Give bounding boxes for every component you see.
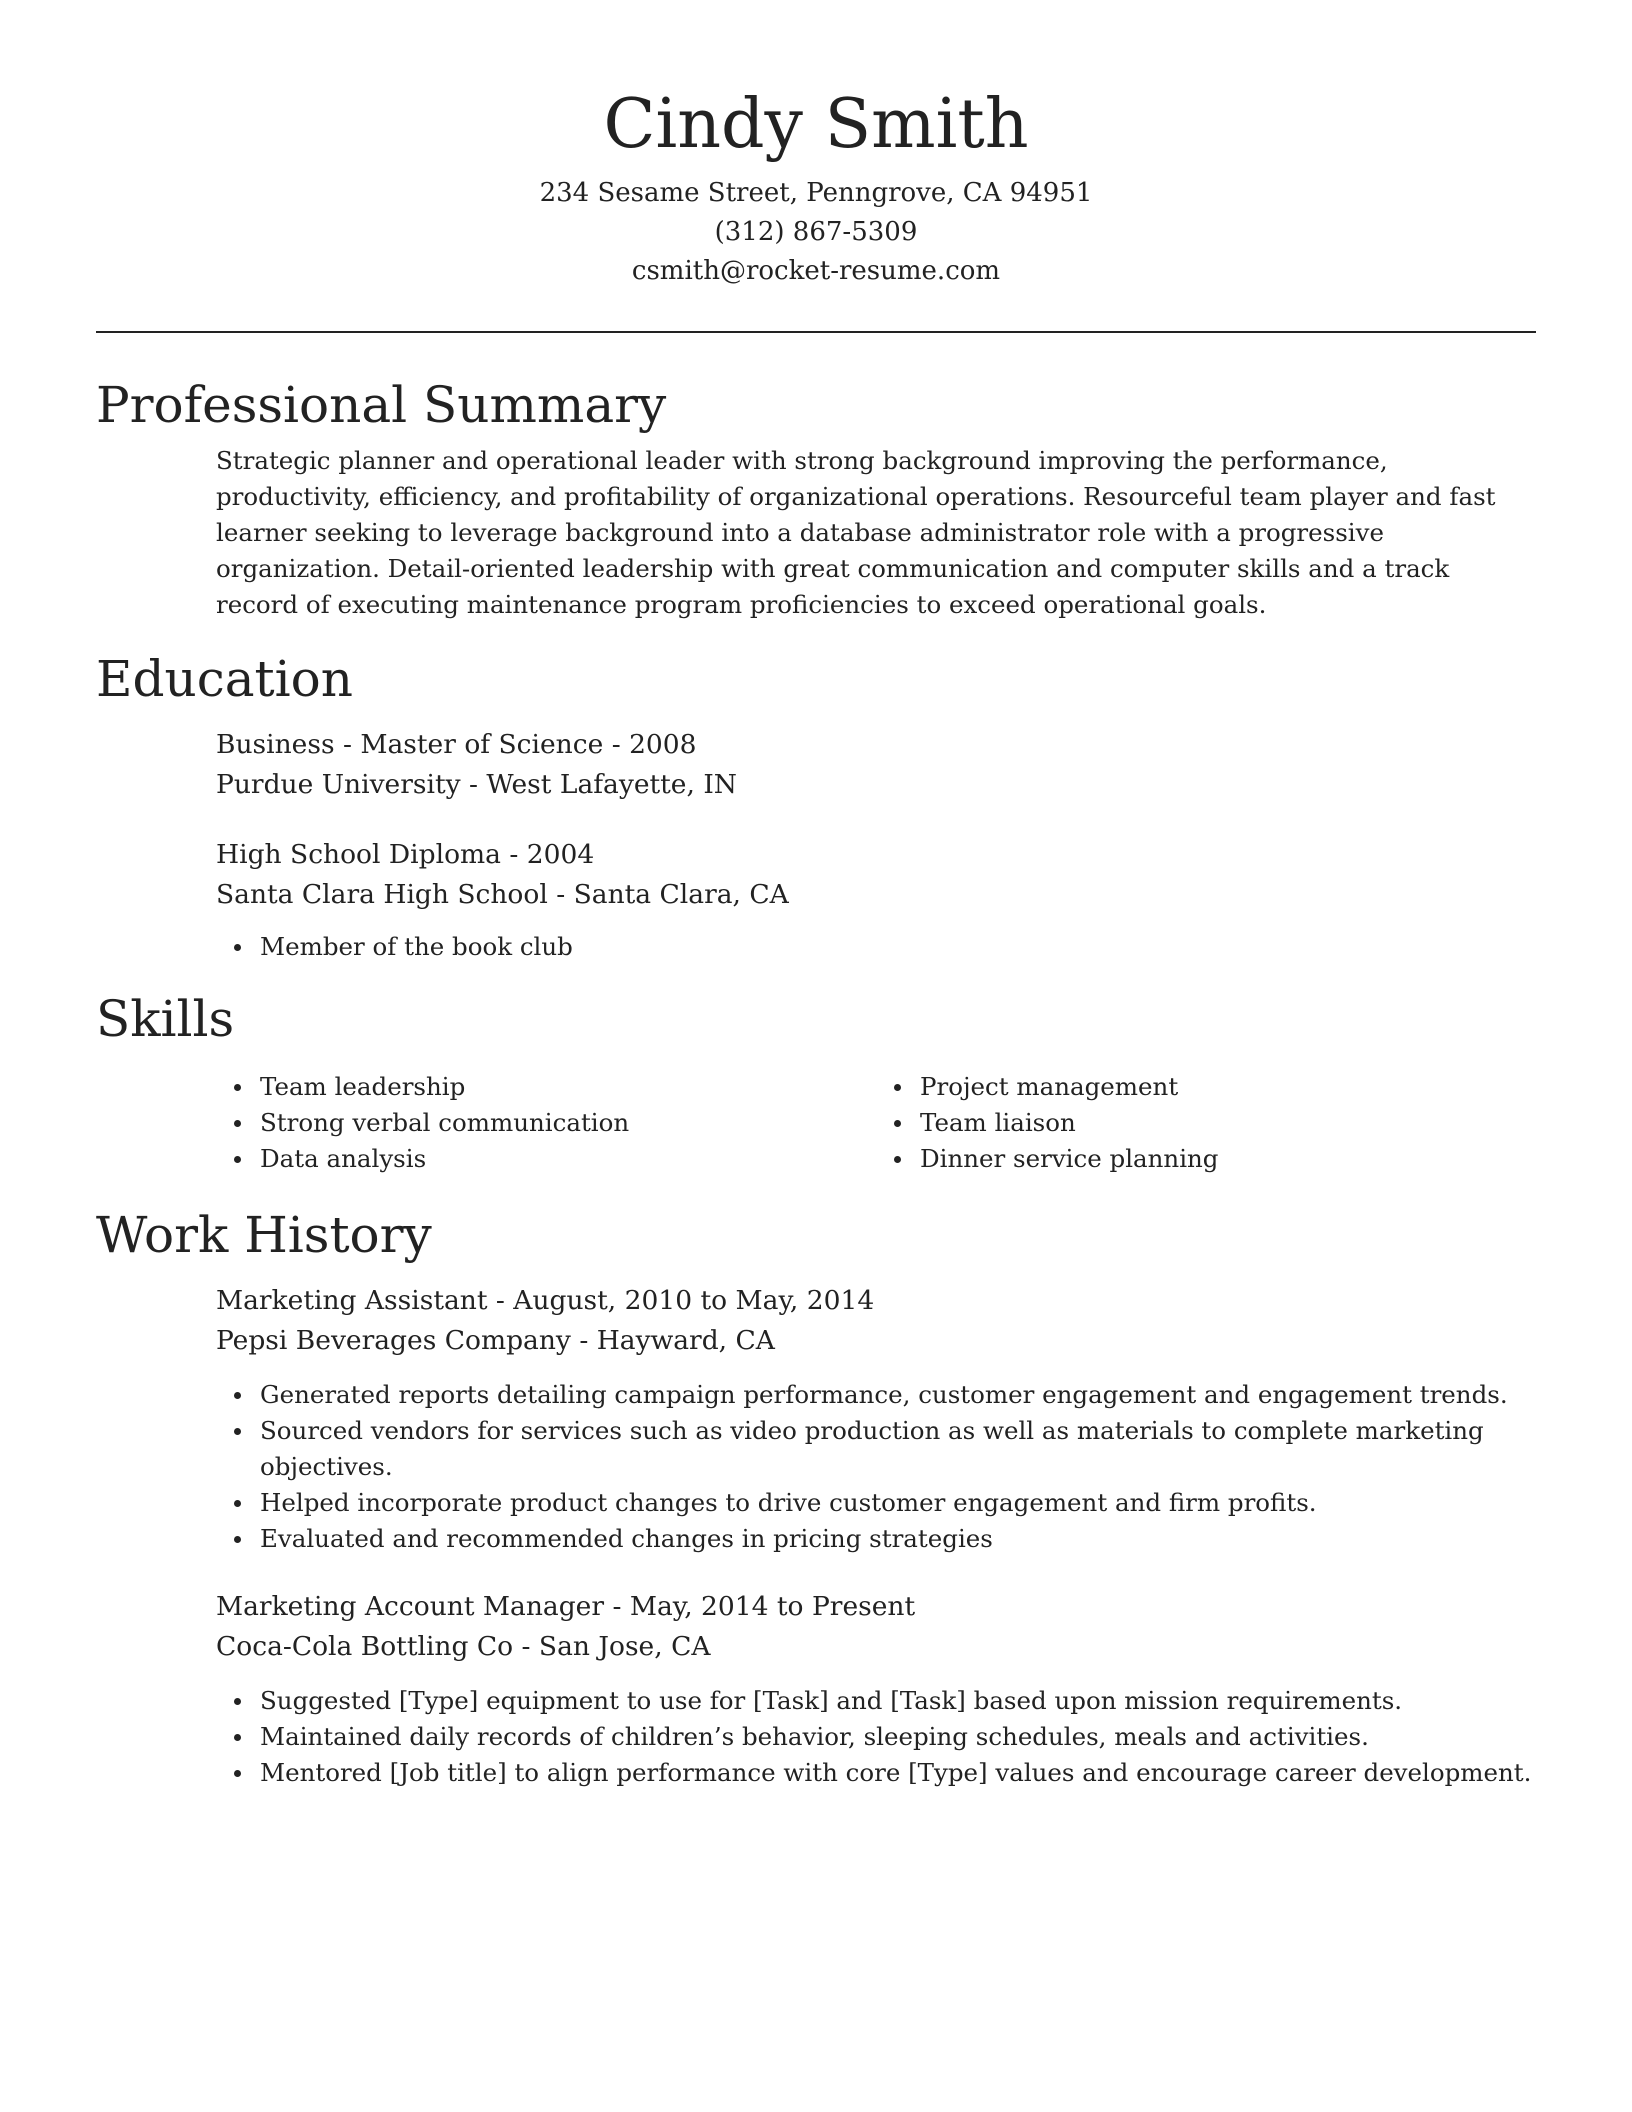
work-bullet: Mentored [Job title] to align performance with core [Type] values and encourage career development. — [260, 1755, 1536, 1791]
skill-item: Dinner service planning — [920, 1141, 1536, 1177]
work-role-line — [216, 1587, 1536, 1627]
work-location: - San Jose, CA — [513, 1631, 711, 1662]
work-bullet: Sourced vendors for services such as video production as well as materials to complete marketing objectives. — [260, 1413, 1536, 1485]
work-bullet: Helped incorporate product changes to drive customer engagement and firm profits. — [260, 1485, 1536, 1521]
work-section — [96, 1203, 1536, 1791]
resume-header — [96, 0, 1536, 291]
candidate-name: Cindy Smith — [603, 85, 1029, 164]
work-company-line — [216, 1627, 1536, 1667]
work-bullet: Suggested [Type] equipment to use for [Task] and [Task] based upon mission requirements. — [260, 1683, 1536, 1719]
education-year: - 2004 — [500, 839, 595, 870]
education-heading: Education — [96, 650, 353, 708]
skill-item: Project management — [920, 1069, 1536, 1105]
education-location: - Santa Clara, CA — [547, 879, 789, 910]
skills-columns — [216, 1069, 1536, 1177]
education-school-line — [216, 765, 1536, 805]
education-entry — [216, 725, 1536, 805]
education-location: - West Lafayette, IN — [460, 769, 737, 800]
work-company: Coca-Cola Bottling Co — [216, 1631, 514, 1662]
header-divider — [96, 331, 1536, 333]
work-location: - Hayward, CA — [570, 1325, 775, 1356]
work-company: Pepsi Beverages Company — [216, 1325, 571, 1356]
education-year: - 2008 — [603, 729, 697, 760]
skill-item: Team leadership — [260, 1069, 876, 1105]
work-bullet: Generated reports detailing campaign performance, customer engagement and engagement trends. — [260, 1377, 1536, 1413]
skills-left-list — [216, 1069, 876, 1177]
work-bullets — [216, 1377, 1536, 1557]
skill-item: Team liaison — [920, 1105, 1536, 1141]
phone-text: (312) 867-5309 — [714, 217, 918, 247]
summary-heading: Professional Summary — [96, 376, 667, 434]
summary-text: Strategic planner and operational leader with strong background improving the performance, productivity, efficiency, and profitability of organizational operations. Resourceful team player and fast learner seeking to leverage background into a database administrator role with a progressive organization. Detail-oriented leadership with great communication and computer skills and a track record of executing maintenance program proficiencies to exceed operational goals. — [216, 446, 1496, 619]
work-dates: - August, 2010 to May, 2014 — [487, 1285, 875, 1316]
education-degree: Business - Master of Science — [216, 729, 604, 760]
work-role-line — [216, 1281, 1536, 1321]
work-company-line — [216, 1321, 1536, 1361]
contact-block — [96, 174, 1536, 291]
work-heading: Work History — [96, 1206, 432, 1264]
education-school: Santa Clara High School — [216, 879, 548, 910]
summary-section — [96, 373, 1536, 623]
skill-item: Data analysis — [260, 1141, 876, 1177]
education-entry — [216, 835, 1536, 965]
work-bullets — [216, 1683, 1536, 1791]
skills-right-list — [876, 1069, 1536, 1177]
work-role: Marketing Account Manager — [216, 1591, 605, 1622]
education-bullets — [216, 929, 1536, 965]
education-bullet: Member of the book club — [260, 929, 1536, 965]
work-entry — [216, 1587, 1536, 1791]
skills-section — [96, 987, 1536, 1177]
work-bullet: Evaluated and recommended changes in pricing strategies — [260, 1521, 1536, 1557]
resume-page — [96, 0, 1536, 1791]
skill-item: Strong verbal communication — [260, 1105, 876, 1141]
education-section — [96, 647, 1536, 965]
education-school-line — [216, 875, 1536, 915]
address-text: 234 Sesame Street, Penngrove, CA 94951 — [539, 178, 1093, 208]
education-degree-line — [216, 725, 1536, 765]
education-degree: High School Diploma — [216, 839, 501, 870]
education-degree-line — [216, 835, 1536, 875]
education-school: Purdue University — [216, 769, 461, 800]
work-dates: - May, 2014 to Present — [604, 1591, 916, 1622]
skills-heading: Skills — [96, 990, 235, 1048]
email-text: csmith@rocket-resume.com — [631, 256, 1001, 286]
work-bullet: Maintained daily records of children’s behavior, sleeping schedules, meals and activities. — [260, 1719, 1536, 1755]
work-role: Marketing Assistant — [216, 1285, 488, 1316]
work-entry — [216, 1281, 1536, 1557]
